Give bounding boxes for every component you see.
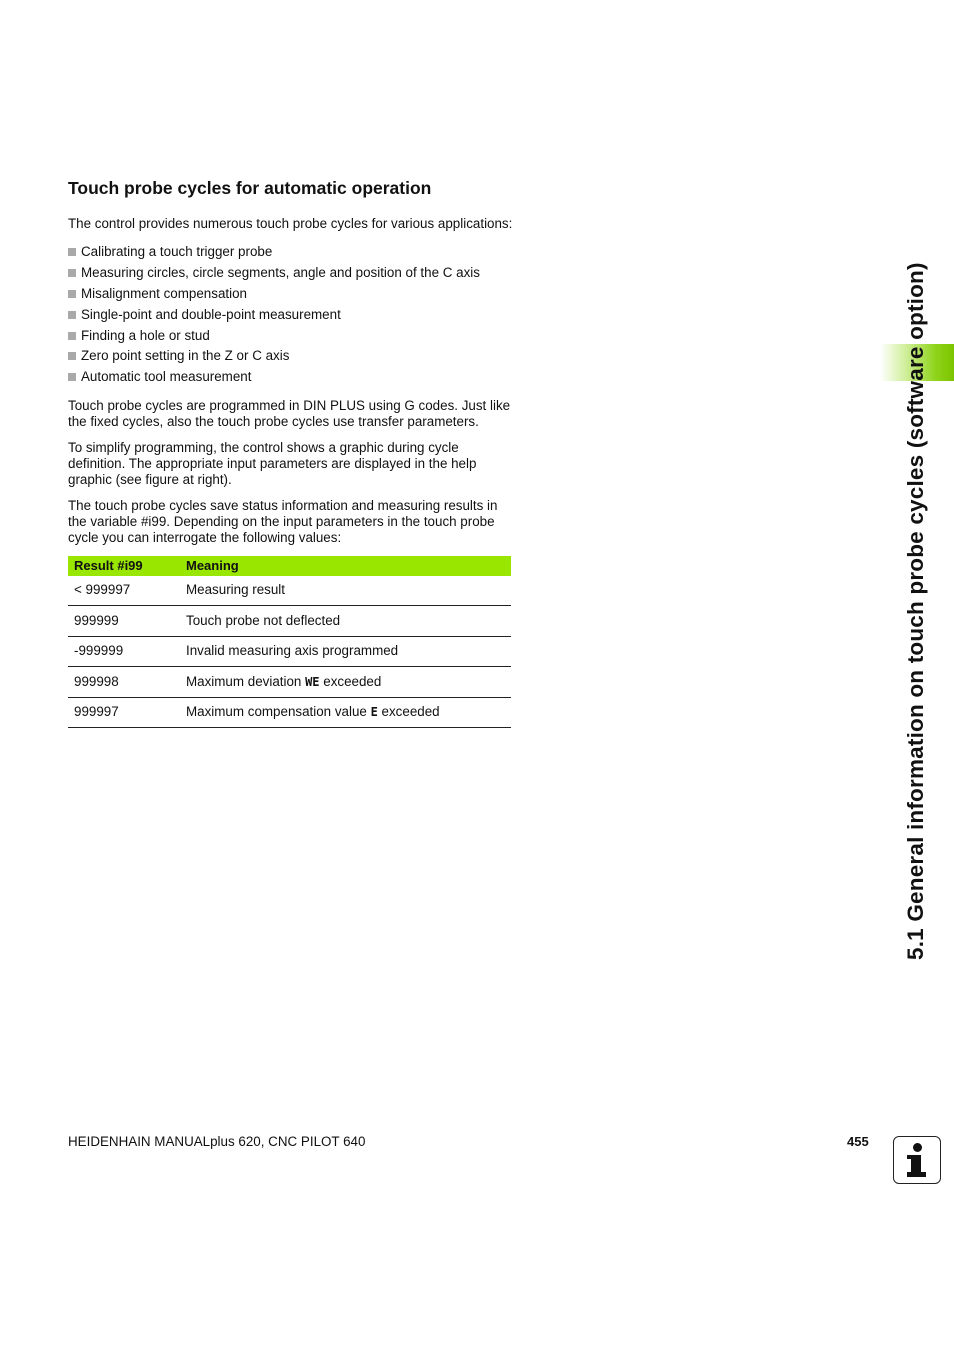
bullet-square-icon [68, 290, 76, 298]
parameter-code: E [370, 705, 378, 720]
chapter-side-title: 5.1 General information on touch probe cycles (software option) [903, 262, 928, 960]
table-header-row [68, 556, 511, 576]
meaning-cell: Invalid measuring axis programmed [180, 636, 511, 667]
column-header-meaning: Meaning [180, 556, 511, 576]
list-item: Zero point setting in the Z or C axis [68, 346, 514, 367]
meaning-cell: Maximum deviation WE exceeded [180, 667, 511, 698]
footer-manual-title: HEIDENHAIN MANUALplus 620, CNC PILOT 640 [68, 1134, 366, 1149]
meaning-cell: Measuring result [180, 576, 511, 606]
list-item: Calibrating a touch trigger probe [68, 242, 514, 263]
column-header-result: Result #i99 [68, 556, 180, 576]
result-cell: 999999 [68, 606, 180, 637]
bullet-square-icon [68, 248, 76, 256]
table-row [68, 697, 511, 728]
info-icon [893, 1136, 941, 1184]
table-row [68, 636, 511, 667]
body-paragraph: Touch probe cycles are programmed in DIN PLUS using G codes. Just like the fixed cycles, also the touch probe cycles use transfer parameters. [68, 397, 511, 429]
table-row [68, 667, 511, 698]
page-number: 455 [847, 1134, 869, 1149]
results-table [68, 556, 511, 729]
list-item: Automatic tool measurement [68, 367, 514, 388]
result-cell: < 999997 [68, 576, 180, 606]
result-cell: 999998 [68, 667, 180, 698]
body-paragraph: The touch probe cycles save status information and measuring results in the variable #i99. Depending on the input parameters in the touch probe cycle you can interrogate the following values: [68, 497, 498, 545]
bullet-square-icon [68, 311, 76, 319]
meaning-cell: Maximum compensation value E exceeded [180, 697, 511, 728]
list-item: Single-point and double-point measurement [68, 304, 514, 325]
list-item: Misalignment compensation [68, 284, 514, 305]
table-row [68, 576, 511, 606]
section-heading: Touch probe cycles for automatic operation [68, 178, 432, 198]
body-paragraph: To simplify programming, the control shows a graphic during cycle definition. The appropriate input parameters are displayed in the help graphic (see figure at right). [68, 439, 477, 487]
result-cell: -999999 [68, 636, 180, 667]
main-content [68, 216, 514, 728]
bullet-square-icon [68, 352, 76, 360]
bullet-square-icon [68, 332, 76, 340]
bullet-square-icon [68, 269, 76, 277]
meaning-cell: Touch probe not deflected [180, 606, 511, 637]
table-row [68, 606, 511, 637]
intro-paragraph: The control provides numerous touch probe cycles for various applications: [68, 216, 513, 231]
parameter-code: WE [305, 674, 320, 689]
list-item: Finding a hole or stud [68, 325, 514, 346]
application-list [68, 242, 514, 388]
bullet-square-icon [68, 373, 76, 381]
result-cell: 999997 [68, 697, 180, 728]
list-item: Measuring circles, circle segments, angle and position of the C axis [68, 263, 514, 284]
